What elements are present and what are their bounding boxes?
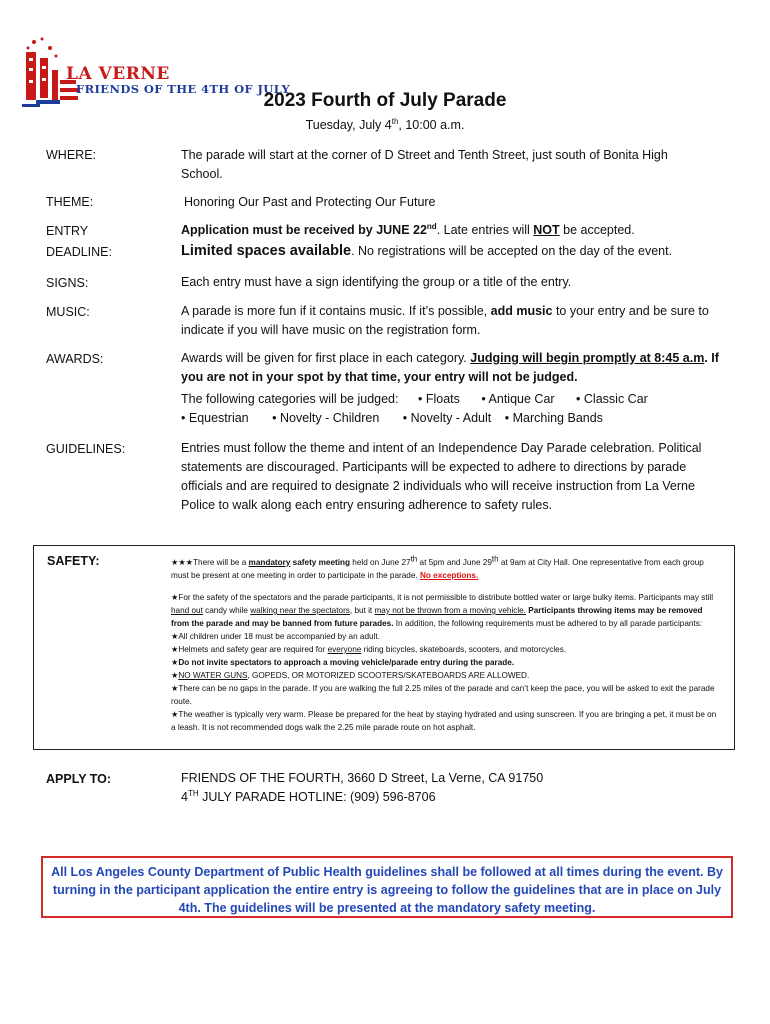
safety-rule: ★There can be no gaps in the parade. If you are walking the full 2.25 miles of the parade and can’t keep the pace, you will be asked to exit the parade route. [171, 684, 715, 706]
safety-body [171, 556, 723, 734]
date-prefix: Tuesday, July 4 [305, 118, 392, 132]
limited-spaces: Limited spaces available [181, 243, 352, 259]
safety-water-guns: NO WATER GUNS [178, 671, 248, 680]
category-label: Equestrian [188, 411, 249, 425]
awards-text [181, 349, 731, 387]
logo-title: LA VERNE [66, 64, 170, 84]
entry-deadline-text [181, 221, 731, 240]
safety-text: held on June 27 [350, 558, 411, 567]
safety-mandatory: mandatory [248, 558, 291, 567]
hotline-prefix: 4 [181, 790, 188, 804]
category-label: Novelty - Children [279, 411, 380, 425]
signs-text: Each entry must have a sign identifying the group or a title of the entry. [181, 275, 572, 289]
safety-label: SAFETY: [47, 554, 100, 568]
theme-label: THEME: [46, 195, 94, 209]
category-item: • Floats [417, 392, 460, 406]
awards-categories [181, 390, 731, 428]
awards-b: . If you are not in your spot by that time, your entry will not be judged. [181, 351, 719, 384]
safety-sup: th [410, 554, 418, 564]
category-item: • Marching Bands [504, 411, 603, 425]
signs-label: SIGNS: [46, 276, 89, 290]
deadline-mid: . Late entries will [436, 223, 534, 237]
deadline-sup: nd [426, 221, 437, 231]
music-bold: add music [490, 304, 553, 318]
safety-walking: walking near the spectators [250, 606, 350, 615]
guidelines-label: GUIDELINES: [46, 442, 126, 456]
deadline-date: Application must be received by JUNE 22 [181, 223, 427, 237]
date-suffix: , 10:00 a.m. [398, 118, 465, 132]
awards-label: AWARDS: [46, 352, 104, 366]
safety-rule: ★The weather is typically very warm. Please be prepared for the heat by staying hydrated and using sunscreen. If you are bringing a pet, it must be on a leash. It is not recommended dogs walk the 2.25 mile parade route on hot asphalt. [171, 710, 717, 732]
music-b: to your entry and be sure to indicate if you will have music on the registration form. [181, 304, 709, 337]
parade-date [0, 118, 770, 132]
music-label: MUSIC: [46, 305, 90, 319]
music-a: A parade is more fun if it contains music. If it’s possible, [181, 304, 491, 318]
apply-address: FRIENDS OF THE FOURTH, 3660 D Street, La Verne, CA 91750 [181, 771, 544, 785]
safety-star: ★ [171, 671, 179, 680]
apply-label: APPLY TO: [46, 772, 112, 786]
safety-rule: ★All children under 18 must be accompanied by an adult. [171, 632, 380, 641]
apply-hotline [181, 788, 731, 807]
safety-text: at 9am at City Hall. One representative from each group must be present at one meeting in order to participate in the parade. [171, 558, 704, 580]
safety-text: , but it [349, 606, 375, 615]
awards-a: Awards will be given for first place in each category. [181, 351, 471, 365]
where-text: The parade will start at the corner of D Street and Tenth Street, just south of Bonita High School. [181, 148, 668, 181]
limited-rest: . No registrations will be accepted on the day of the event. [351, 244, 673, 258]
safety-meeting-paragraph [171, 556, 723, 582]
safety-everyone: everyone [327, 645, 362, 654]
page-title: 2023 Fourth of July Parade [263, 90, 507, 111]
categories-intro: The following categories will be judged: [181, 392, 399, 406]
theme-text: Honoring Our Past and Protecting Our Future [184, 195, 436, 209]
awards-judging: Judging will begin promptly at 8:45 a.m [470, 351, 705, 365]
no-exceptions: No exceptions. [419, 571, 479, 580]
safety-rule [171, 656, 723, 669]
logo-subtitle: FRIENDS OF THE 4TH OF JULY [76, 82, 291, 96]
category-label: Antique Car [488, 392, 555, 406]
health-guidelines-notice: All Los Angeles County Department of Public Health guidelines shall be followed at all times during the event. By turning in the participant application the entire entry is agreeing to follow the guidelines that are in place on July 4th. The guidelines will be presented at the mandatory safety meeting. [41, 856, 733, 918]
safety-text: at 5pm and June 29 [417, 558, 492, 567]
entry-label: ENTRY [46, 224, 89, 238]
safety-text: ★Helmets and safety gear are required for [171, 645, 328, 654]
safety-no-approach: ★Do not invite spectators to approach a moving vehicle/parade entry during the parade. [171, 658, 515, 667]
safety-text: riding bicycles, skateboards, scooters, and motorcycles. [361, 645, 567, 654]
safety-text: candy while [202, 606, 251, 615]
category-item: • Classic Car [576, 392, 648, 406]
category-label: Floats [425, 392, 460, 406]
category-item: • Equestrian [181, 411, 249, 425]
music-text [181, 302, 731, 340]
category-label: Marching Bands [512, 411, 603, 425]
date-sup: th [391, 116, 399, 126]
safety-items-paragraph [171, 591, 723, 630]
category-label: Novelty - Adult [410, 411, 492, 425]
safety-text: , GOPEDS, OR MOTORIZED SCOOTERS/SKATEBOARDS ARE ALLOWED. [247, 671, 530, 680]
hotline-sup: TH [187, 788, 199, 798]
safety-sup: th [491, 554, 499, 564]
safety-rule [171, 643, 723, 656]
deadline-label: DEADLINE: [46, 245, 112, 259]
limited-spaces-text [181, 242, 731, 261]
safety-handout: hand out [171, 606, 203, 615]
deadline-end: be accepted. [559, 223, 635, 237]
hotline-text: JULY PARADE HOTLINE: (909) 596-8706 [198, 790, 436, 804]
category-item: • Novelty - Adult [402, 411, 492, 425]
safety-text: ★★★There will be a [171, 558, 249, 567]
safety-text: ★For the safety of the spectators and the parade participants, it is not permissible to distribute bottled water or large bulky items. Participants may still [171, 593, 714, 602]
safety-text: In addition, the following requirements must be adhered to by all parade participants: [393, 619, 703, 628]
where-label: WHERE: [46, 148, 96, 162]
guidelines-text: Entries must follow the theme and intent of an Independence Day Parade celebration. Political statements are discouraged. Participants will be expected to adhere to directions by parade officials and are required to designate 2 individuals who will receive instruction from La Verne Police to walk along each entry ensuring adherence to safety rules. [181, 441, 702, 512]
deadline-not: NOT [533, 223, 560, 237]
safety-maynot: may not be thrown from a moving vehicle. [374, 606, 527, 615]
safety-ban: Participants throwing items may be removed from the parade and may be banned from future parades. [171, 606, 703, 628]
safety-meeting: safety meeting [290, 558, 351, 567]
category-item: • Novelty - Children [272, 411, 380, 425]
safety-section [33, 545, 735, 750]
category-item: • Antique Car [481, 392, 555, 406]
category-label: Classic Car [583, 392, 648, 406]
safety-rule [171, 669, 723, 682]
